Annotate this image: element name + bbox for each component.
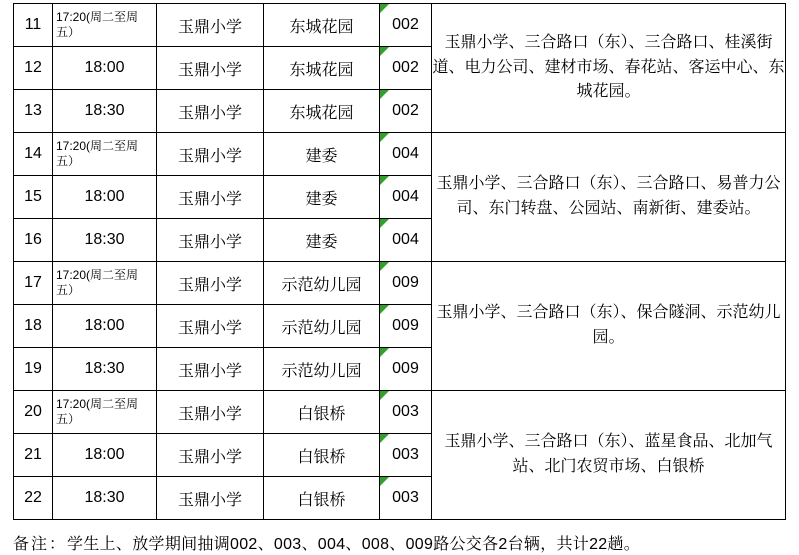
table-row [14, 262, 786, 305]
cell-origin: 玉鼎小学 [157, 391, 264, 434]
green-triangle-icon [380, 434, 389, 443]
cell-line-number [380, 90, 432, 133]
line-number-text: 002 [392, 59, 419, 76]
table-row [14, 391, 786, 434]
line-number-text: 002 [392, 16, 419, 33]
cell-origin: 玉鼎小学 [157, 434, 264, 477]
cell-time: 18:00 [53, 305, 157, 348]
cell-origin: 玉鼎小学 [157, 348, 264, 391]
cell-line-number [380, 262, 432, 305]
cell-origin: 玉鼎小学 [157, 305, 264, 348]
cell-origin: 玉鼎小学 [157, 47, 264, 90]
cell-index: 11 [14, 4, 53, 47]
cell-index: 16 [14, 219, 53, 262]
cell-time: 18:00 [53, 47, 157, 90]
cell-origin: 玉鼎小学 [157, 219, 264, 262]
cell-index: 17 [14, 262, 53, 305]
green-triangle-icon [380, 176, 389, 185]
green-triangle-icon [380, 391, 389, 400]
cell-line-number [380, 477, 432, 520]
cell-destination: 建委 [264, 219, 380, 262]
table-row [14, 4, 786, 47]
cell-origin: 玉鼎小学 [157, 176, 264, 219]
line-number-text: 009 [392, 274, 419, 291]
table-body [14, 4, 786, 520]
cell-route-description: 玉鼎小学、三合路口（东）、保合隧洞、示范幼儿园。 [432, 262, 786, 391]
cell-destination: 白银桥 [264, 391, 380, 434]
footer-note [13, 534, 799, 555]
cell-destination: 东城花园 [264, 90, 380, 133]
line-number-text: 003 [392, 446, 419, 463]
cell-time: 17:20(周二至周五） [53, 4, 157, 47]
green-triangle-icon [380, 219, 389, 228]
cell-destination: 示范幼儿园 [264, 305, 380, 348]
cell-origin: 玉鼎小学 [157, 477, 264, 520]
line-number-text: 004 [392, 188, 419, 205]
cell-line-number [380, 47, 432, 90]
line-number-text: 004 [392, 231, 419, 248]
cell-destination: 白银桥 [264, 477, 380, 520]
footer-note-label: 备注： [13, 536, 68, 553]
cell-destination: 示范幼儿园 [264, 262, 380, 305]
cell-destination: 东城花园 [264, 47, 380, 90]
cell-origin: 玉鼎小学 [157, 90, 264, 133]
cell-line-number [380, 4, 432, 47]
cell-destination: 示范幼儿园 [264, 348, 380, 391]
cell-route-description: 玉鼎小学、三合路口（东）、三合路口、易普力公司、东门转盘、公园站、南新街、建委站。 [432, 133, 786, 262]
cell-line-number [380, 305, 432, 348]
cell-index: 12 [14, 47, 53, 90]
cell-line-number [380, 434, 432, 477]
cell-line-number [380, 176, 432, 219]
cell-line-number [380, 391, 432, 434]
cell-index: 14 [14, 133, 53, 176]
cell-time: 18:30 [53, 219, 157, 262]
cell-destination: 建委 [264, 133, 380, 176]
cell-route-description: 玉鼎小学、三合路口（东）、三合路口、桂溪街道、电力公司、建材市场、春花站、客运中心、东城花园。 [432, 4, 786, 133]
cell-destination: 建委 [264, 176, 380, 219]
cell-time: 18:00 [53, 434, 157, 477]
line-number-text: 009 [392, 360, 419, 377]
cell-time: 17:20(周二至周五） [53, 133, 157, 176]
cell-line-number [380, 133, 432, 176]
cell-line-number [380, 219, 432, 262]
green-triangle-icon [380, 477, 389, 486]
green-triangle-icon [380, 90, 389, 99]
cell-index: 19 [14, 348, 53, 391]
cell-index: 18 [14, 305, 53, 348]
green-triangle-icon [380, 4, 389, 13]
cell-time: 18:00 [53, 176, 157, 219]
cell-time: 18:30 [53, 348, 157, 391]
green-triangle-icon [380, 262, 389, 271]
cell-origin: 玉鼎小学 [157, 262, 264, 305]
green-triangle-icon [380, 133, 389, 142]
line-number-text: 004 [392, 145, 419, 162]
cell-index: 15 [14, 176, 53, 219]
cell-index: 22 [14, 477, 53, 520]
cell-index: 20 [14, 391, 53, 434]
cell-line-number [380, 348, 432, 391]
green-triangle-icon [380, 348, 389, 357]
bus-schedule-table [13, 3, 786, 520]
cell-destination: 白银桥 [264, 434, 380, 477]
cell-destination: 东城花园 [264, 4, 380, 47]
line-number-text: 002 [392, 102, 419, 119]
footer-note-text: 学生上、放学期间抽调002、003、004、008、009路公交各2台辆，共计22趟。 [67, 536, 641, 553]
cell-time: 17:20(周二至周五） [53, 262, 157, 305]
cell-time: 18:30 [53, 90, 157, 133]
line-number-text: 003 [392, 403, 419, 420]
green-triangle-icon [380, 305, 389, 314]
cell-index: 13 [14, 90, 53, 133]
cell-time: 18:30 [53, 477, 157, 520]
line-number-text: 003 [392, 489, 419, 506]
cell-time: 17:20(周二至周五） [53, 391, 157, 434]
line-number-text: 009 [392, 317, 419, 334]
cell-route-description: 玉鼎小学、三合路口（东）、蓝星食品、北加气站、北门农贸市场、白银桥 [432, 391, 786, 520]
green-triangle-icon [380, 47, 389, 56]
cell-index: 21 [14, 434, 53, 477]
table-row [14, 133, 786, 176]
cell-origin: 玉鼎小学 [157, 4, 264, 47]
cell-origin: 玉鼎小学 [157, 133, 264, 176]
